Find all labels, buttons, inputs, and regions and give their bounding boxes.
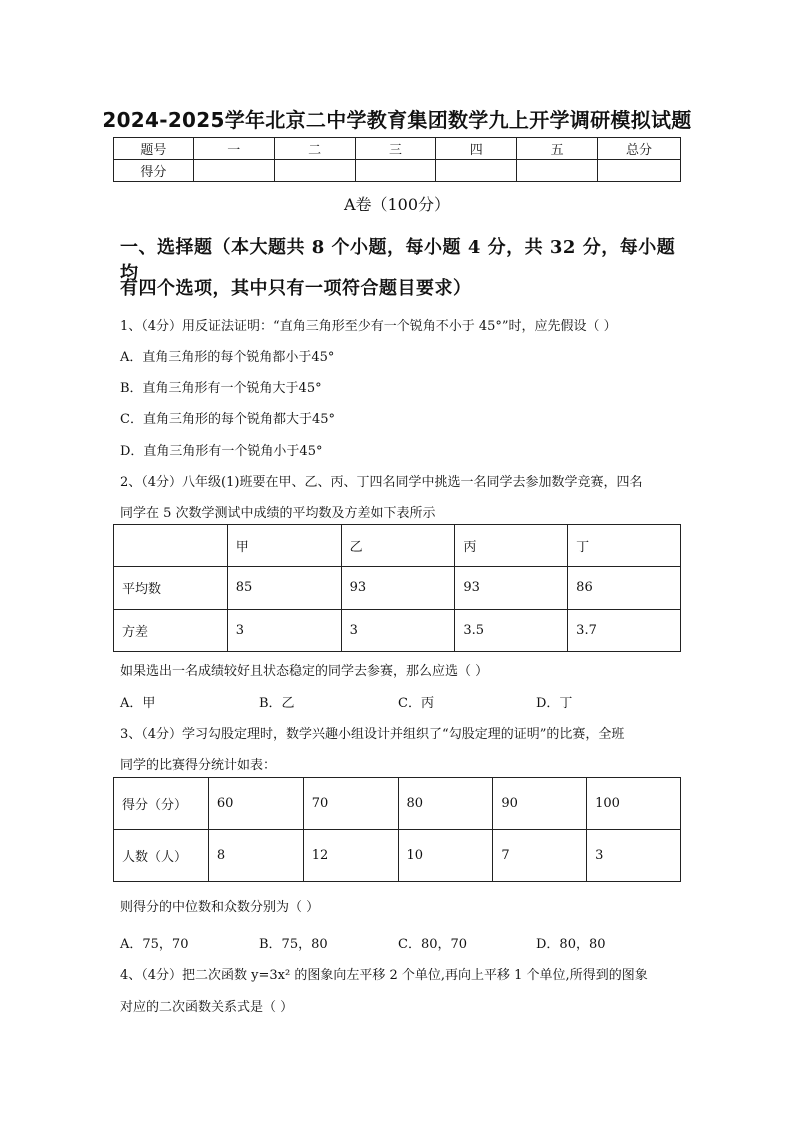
score-cell: 二 xyxy=(274,138,355,160)
table-row xyxy=(114,778,681,830)
table-cell: 93 xyxy=(455,567,568,609)
table-cell: 人数（人） xyxy=(114,830,209,882)
question-1-option-b: B．直角三角形有一个锐角大于45° xyxy=(120,381,322,396)
table-cell: 100 xyxy=(587,778,681,830)
question-2-option-b: B．乙 xyxy=(259,696,295,711)
table-cell: 86 xyxy=(568,567,681,609)
score-cell: 题号 xyxy=(114,138,194,160)
score-cell: 一 xyxy=(193,138,274,160)
score-cell xyxy=(355,160,436,182)
table-cell: 3 xyxy=(341,609,455,651)
score-cell xyxy=(517,160,598,182)
part-heading-line-1: 一、选择题（本大题共 8 个小题，每小题 4 分，共 32 分，每小题均 xyxy=(120,237,676,284)
question-3-option-a: A．75，70 xyxy=(120,937,189,952)
table-cell: 平均数 xyxy=(114,567,228,609)
question-3-option-b: B．75，80 xyxy=(259,937,328,952)
score-cell: 总分 xyxy=(598,138,681,160)
question-4-stem-line-2: 对应的二次函数关系式是（ ） xyxy=(120,1000,294,1015)
table-cell: 60 xyxy=(208,778,303,830)
question-1-option-c: C．直角三角形的每个锐角都大于45° xyxy=(120,412,335,427)
table-row xyxy=(114,830,681,882)
question-3-option-c: C．80，70 xyxy=(398,937,468,952)
table-row xyxy=(114,609,681,651)
table-cell: 7 xyxy=(493,830,587,882)
table-cell: 70 xyxy=(303,778,398,830)
score-table xyxy=(113,137,681,182)
score-table-header-row xyxy=(114,138,681,160)
table-cell: 3.5 xyxy=(455,609,568,651)
part-heading-line-2: 有四个选项，其中只有一项符合题目要求） xyxy=(120,278,472,299)
question-3-stem-line-2: 同学的比赛得分统计如表： xyxy=(120,758,277,773)
question-3-question: 则得分的中位数和众数分别为（ ） xyxy=(120,900,320,915)
table-cell: 3.7 xyxy=(568,609,681,651)
table-cell: 12 xyxy=(303,830,398,882)
table-cell: 90 xyxy=(493,778,587,830)
table-cell: 方差 xyxy=(114,609,228,651)
question-2-option-c: C．丙 xyxy=(398,696,434,711)
question-3-option-d: D．80，80 xyxy=(536,937,606,952)
score-cell xyxy=(436,160,517,182)
question-3-table xyxy=(113,777,681,882)
section-heading: A卷（100分） xyxy=(343,195,451,214)
table-cell: 8 xyxy=(208,830,303,882)
score-cell xyxy=(598,160,681,182)
table-cell xyxy=(114,525,228,567)
table-cell: 乙 xyxy=(341,525,455,567)
question-2-stem-line-1: 2、（4分）八年级(1)班要在甲、乙、丙、丁四名同学中挑选一名同学去参加数学竞赛，四名 xyxy=(120,475,643,490)
question-2-stem-line-2: 同学在 5 次数学测试中成绩的平均数及方差如下表所示 xyxy=(120,506,436,521)
table-row xyxy=(114,567,681,609)
table-cell: 丙 xyxy=(455,525,568,567)
question-2-table xyxy=(113,524,681,652)
score-cell: 五 xyxy=(517,138,598,160)
table-cell: 10 xyxy=(398,830,493,882)
table-cell: 甲 xyxy=(227,525,341,567)
question-1-option-d: D．直角三角形有一个锐角小于45° xyxy=(120,444,323,459)
question-2-option-a: A．甲 xyxy=(120,696,156,711)
question-2-option-d: D．丁 xyxy=(536,696,573,711)
score-cell: 四 xyxy=(436,138,517,160)
score-cell xyxy=(274,160,355,182)
table-cell: 93 xyxy=(341,567,455,609)
table-cell: 80 xyxy=(398,778,493,830)
table-row xyxy=(114,525,681,567)
table-cell: 得分（分） xyxy=(114,778,209,830)
score-table-score-row xyxy=(114,160,681,182)
question-4-stem-line-1: 4、（4分）把二次函数 y=3x² 的图象向左平移 2 个单位,再向上平移 1 个单位,所得到的图象 xyxy=(120,968,648,983)
question-1-stem: 1、（4分）用反证法证明：“直角三角形至少有一个锐角不小于 45°”时，应先假设（ ） xyxy=(120,319,617,334)
table-cell: 丁 xyxy=(568,525,681,567)
table-cell: 3 xyxy=(227,609,341,651)
page-title: 2024-2025学年北京二中学教育集团数学九上开学调研模拟试题 xyxy=(102,108,692,132)
score-cell xyxy=(193,160,274,182)
table-cell: 3 xyxy=(587,830,681,882)
question-2-question: 如果选出一名成绩较好且状态稳定的同学去参赛，那么应选（ ） xyxy=(120,664,489,679)
score-cell: 得分 xyxy=(114,160,194,182)
table-cell: 85 xyxy=(227,567,341,609)
score-cell: 三 xyxy=(355,138,436,160)
question-1-option-a: A．直角三角形的每个锐角都小于45° xyxy=(120,350,335,365)
question-3-stem-line-1: 3、（4分）学习勾股定理时，数学兴趣小组设计并组织了“勾股定理的证明”的比赛，全班 xyxy=(120,727,625,742)
